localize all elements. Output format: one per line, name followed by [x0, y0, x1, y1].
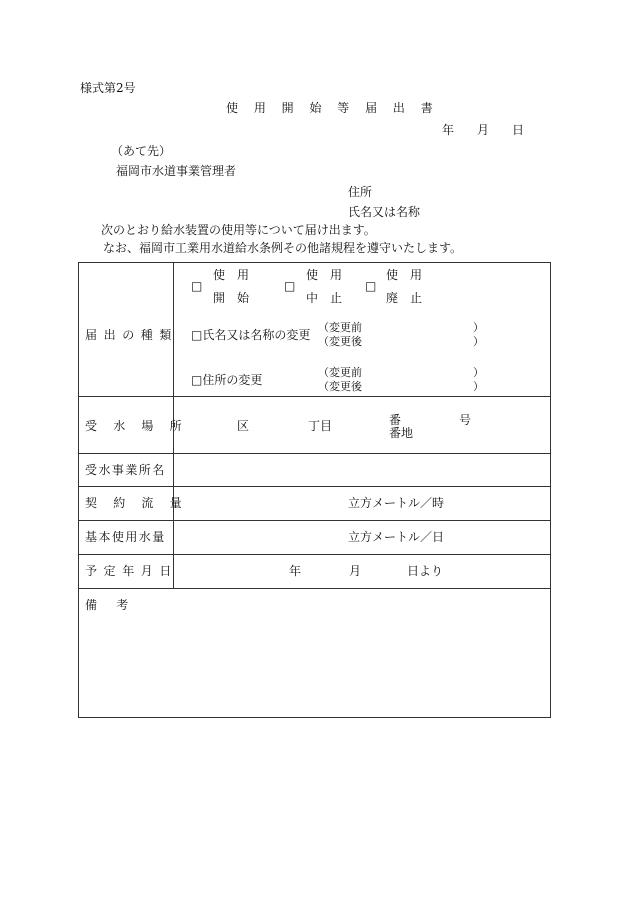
chome-field: 丁目	[308, 419, 333, 433]
option-suspend-bottom: 中 止	[306, 291, 343, 305]
date-year: 年	[442, 123, 455, 137]
date-day: 日	[512, 123, 525, 137]
row-divider	[79, 588, 550, 589]
go-field: 号	[459, 413, 472, 427]
option-abolish-top: 使 用	[386, 268, 423, 282]
name-change-before-close: ）	[473, 321, 484, 334]
office-name-label: 受水事業所名	[85, 463, 166, 477]
name-change-before: （変更前	[318, 321, 362, 334]
notification-type-label: 届出の種類	[85, 328, 179, 342]
address-change-before: （変更前	[318, 366, 362, 379]
water-receiving-place-label: 受水場所	[85, 419, 198, 433]
scheduled-date-label: 予定年月日	[85, 564, 179, 578]
name-change-after: （変更後	[318, 335, 362, 348]
contract-flow-unit: 立方メートル／時	[348, 496, 445, 510]
addressee: 福岡市水道事業管理者	[116, 164, 237, 178]
option-start-top: 使 用	[213, 268, 250, 282]
row-divider	[79, 486, 550, 487]
name-label: 氏名又は名称	[348, 205, 421, 219]
address-change-after: （変更後	[318, 380, 362, 393]
address-change-after-close: ）	[473, 380, 484, 393]
schedule-month: 月	[349, 564, 362, 578]
address-label: 住所	[348, 185, 373, 199]
checkbox-abolish[interactable]: □	[365, 279, 377, 293]
addressee-note: （あて先）	[111, 144, 172, 158]
statement-line-1: 次のとおり給水装置の使用等について届け出ます。	[101, 223, 376, 237]
row-divider	[79, 396, 550, 397]
checkbox-suspend[interactable]: □	[284, 279, 296, 293]
basic-usage-unit: 立方メートル／日	[348, 530, 445, 544]
checkbox-start[interactable]: □	[191, 279, 203, 293]
statement-line-2: なお、福岡市工業用水道給水条例その他諸規程を遵守いたします。	[103, 241, 463, 255]
banchi-field: 番地	[389, 426, 414, 440]
row-divider	[79, 520, 550, 521]
basic-usage-label: 基本使用水量	[85, 530, 166, 544]
contract-flow-label: 契約流量	[85, 496, 198, 510]
remarks-label: 備 考	[85, 598, 132, 612]
row-divider	[79, 453, 550, 454]
ban-field: 番	[389, 413, 402, 427]
schedule-year: 年	[289, 564, 302, 578]
date-month: 月	[477, 123, 490, 137]
row-divider	[79, 554, 550, 555]
name-change-option[interactable]: □氏名又は名称の変更	[191, 328, 311, 342]
ward-field: 区	[237, 419, 250, 433]
option-start-bottom: 開 始	[213, 291, 250, 305]
schedule-day: 日より	[407, 564, 444, 578]
address-change-before-close: ）	[473, 366, 484, 379]
document-title: 使 用 開 始 等 届 出 書	[226, 101, 439, 115]
option-suspend-top: 使 用	[306, 268, 343, 282]
address-change-option[interactable]: □住所の変更	[191, 373, 263, 387]
form-table	[78, 262, 551, 718]
form-number: 様式第2号	[80, 81, 136, 95]
option-abolish-bottom: 廃 止	[386, 291, 423, 305]
name-change-after-close: ）	[473, 335, 484, 348]
